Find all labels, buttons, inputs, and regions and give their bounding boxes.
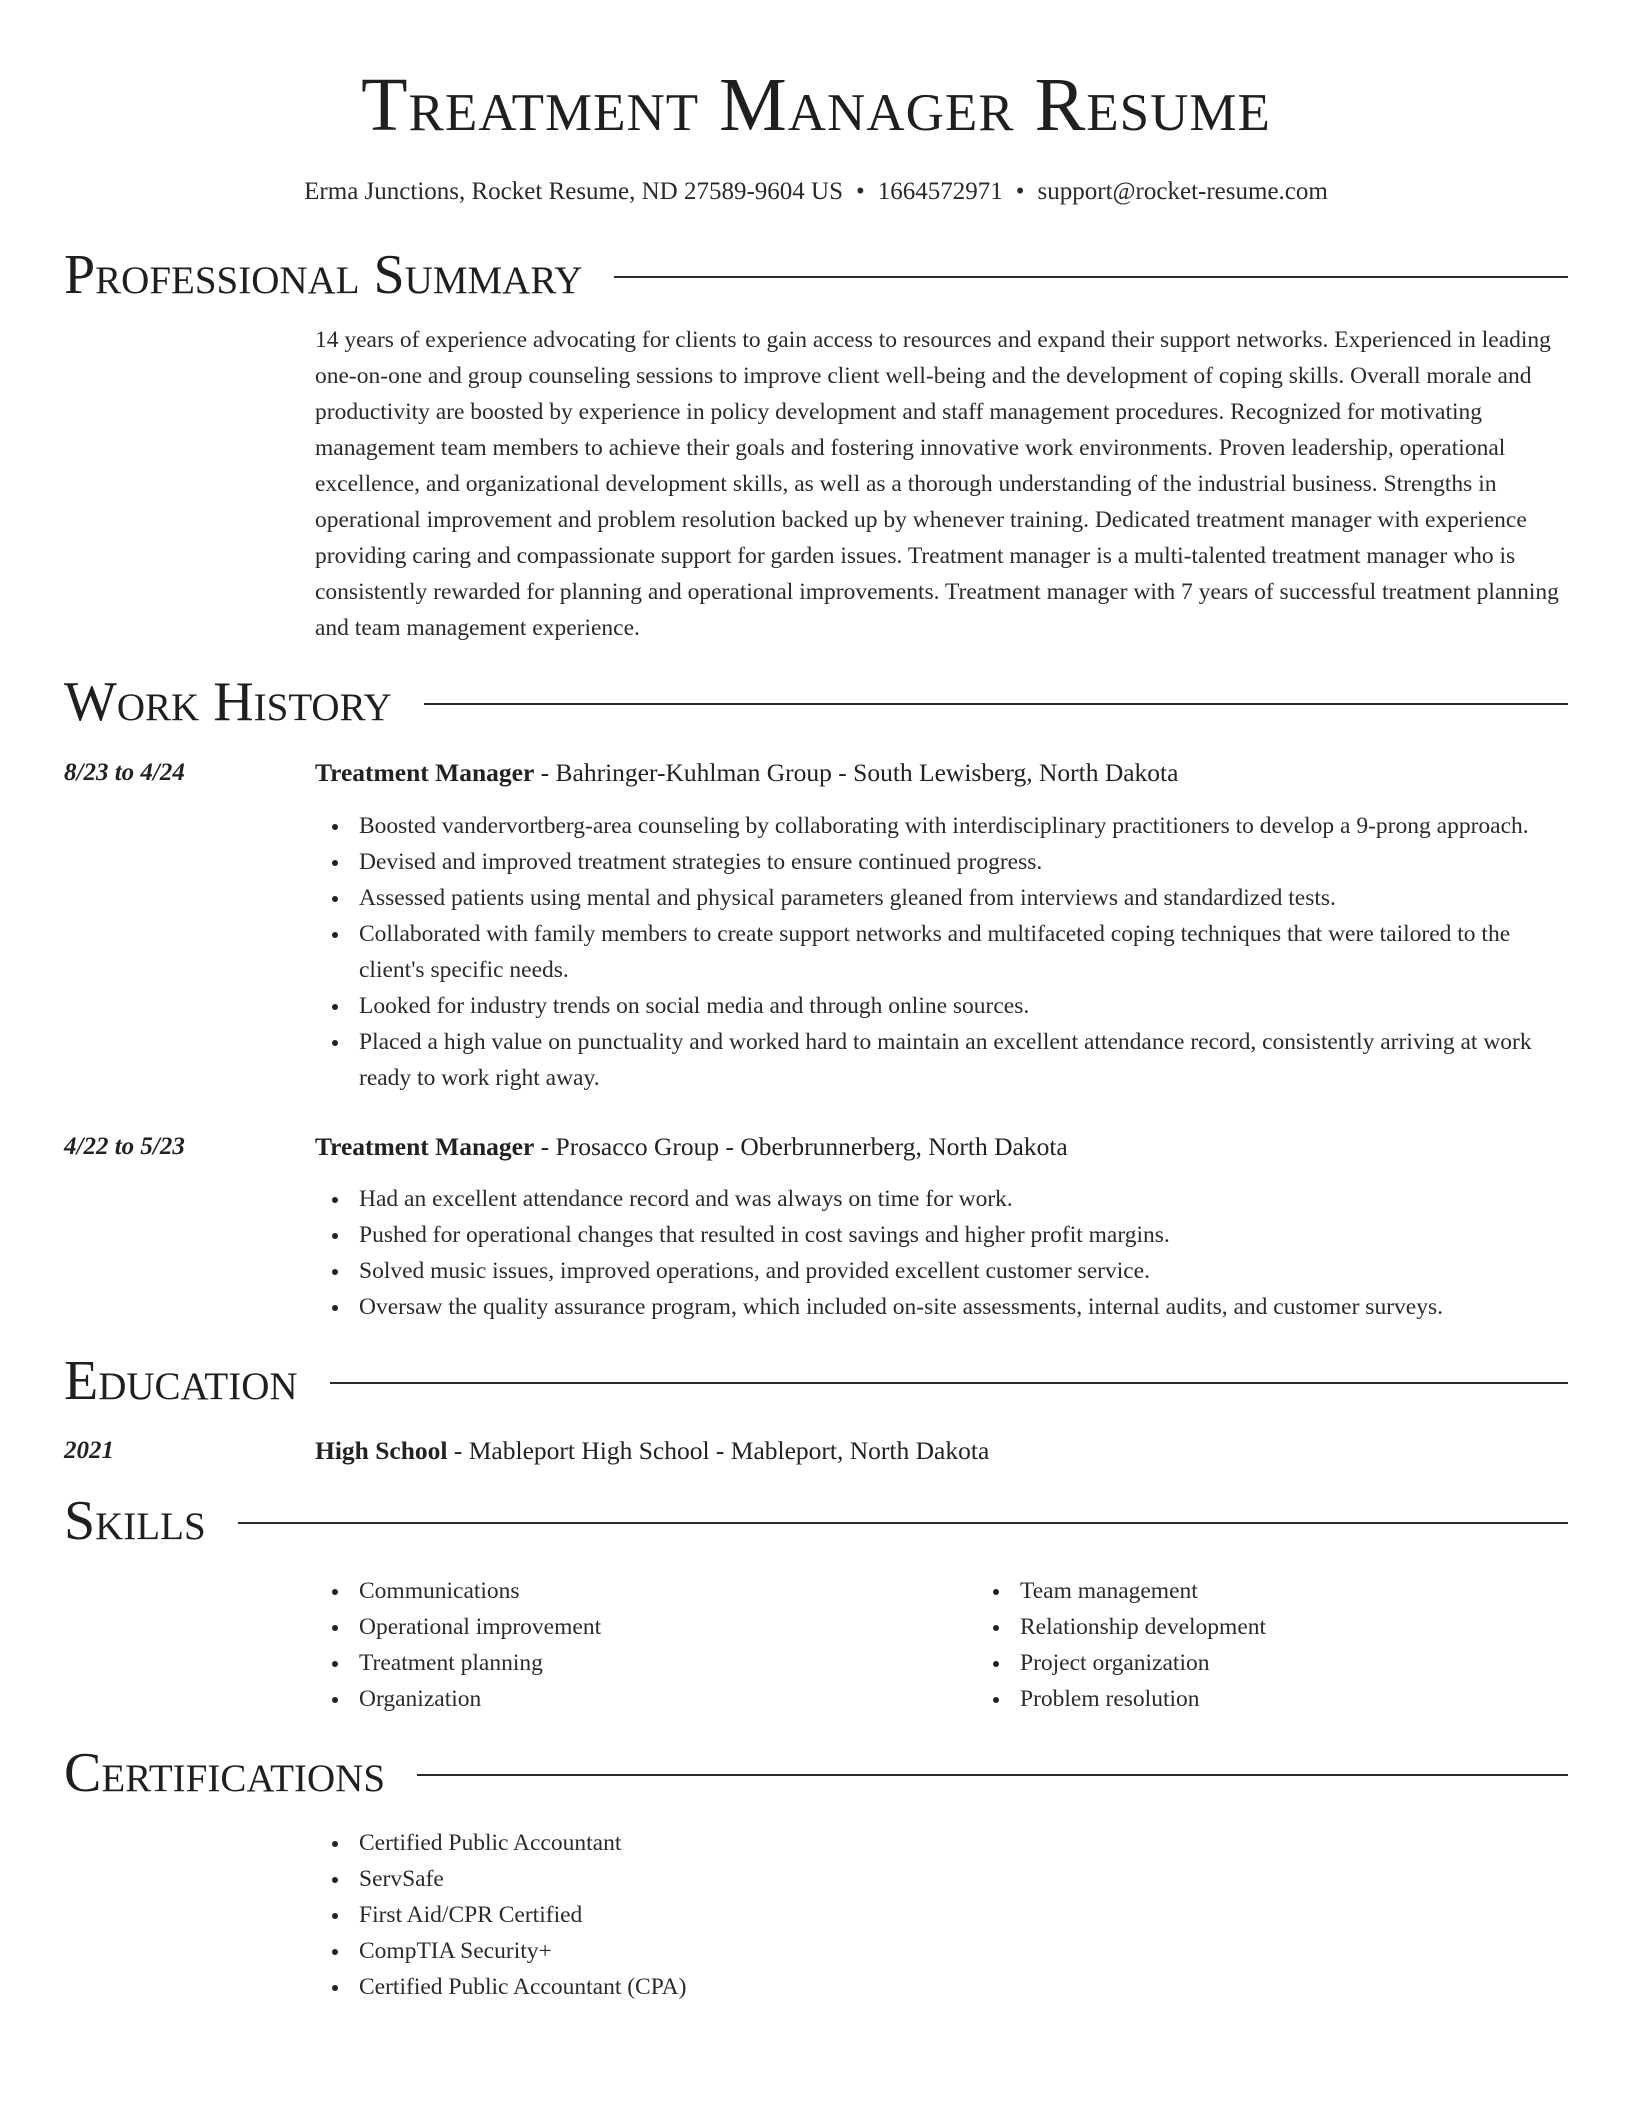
job-company-location: - Prosacco Group - Oberbrunnerberg, North Dakota bbox=[534, 1132, 1068, 1161]
skill-item: Organization bbox=[359, 1681, 976, 1717]
job-title: Treatment Manager bbox=[315, 1132, 535, 1161]
section-divider bbox=[417, 1774, 1568, 1776]
certification-item: Certified Public Accountant (CPA) bbox=[359, 1969, 1568, 2005]
certifications-row bbox=[64, 1825, 1568, 2005]
contact-separator: • bbox=[1015, 178, 1025, 205]
skill-item: Project organization bbox=[1020, 1645, 1632, 1681]
job-bullet: Solved music issues, improved operations, and provided excellent customer service. bbox=[359, 1253, 1568, 1289]
job-bullet: Had an excellent attendance record and was always on time for work. bbox=[359, 1181, 1568, 1217]
skills-grid bbox=[315, 1573, 1632, 1717]
job-dates: 4/22 to 5/23 bbox=[64, 1133, 185, 1160]
skill-item: Team management bbox=[1020, 1573, 1632, 1609]
contact-separator: • bbox=[856, 178, 865, 205]
job-title-line bbox=[315, 1129, 1568, 1165]
job-bullet: Pushed for operational changes that resulted in cost savings and higher profit margins. bbox=[359, 1217, 1568, 1253]
job-company-location: - Bahringer-Kuhlman Group - South Lewisberg, North Dakota bbox=[534, 758, 1179, 787]
skills-left-gutter bbox=[64, 1573, 315, 1717]
job-details bbox=[315, 1129, 1568, 1325]
skills-section-header bbox=[64, 1491, 1568, 1551]
job-bullet: Assessed patients using mental and physical parameters gleaned from interviews and standardized tests. bbox=[359, 880, 1568, 916]
summary-heading: Professional Summary bbox=[64, 244, 583, 306]
summary-section-header bbox=[64, 245, 1568, 305]
certification-item: CompTIA Security+ bbox=[359, 1933, 1568, 1969]
summary-left-gutter bbox=[64, 322, 315, 646]
certifications-list-wrap bbox=[315, 1825, 1568, 2005]
job-bullets bbox=[315, 1181, 1568, 1325]
skill-item: Relationship development bbox=[1020, 1609, 1632, 1645]
section-divider bbox=[424, 703, 1568, 705]
certifications-section-header bbox=[64, 1743, 1568, 1803]
job-bullet: Placed a high value on punctuality and worked hard to maintain an excellent attendance record, consistently arriving at work ready to work right away. bbox=[359, 1024, 1568, 1096]
job-bullet: Oversaw the quality assurance program, which included on-site assessments, internal audits, and customer surveys. bbox=[359, 1289, 1568, 1325]
education-entry bbox=[64, 1433, 1568, 1469]
certification-item: ServSafe bbox=[359, 1861, 1568, 1897]
section-divider bbox=[238, 1522, 1568, 1524]
job-bullet: Devised and improved treatment strategies to ensure continued progress. bbox=[359, 844, 1568, 880]
skill-item: Communications bbox=[359, 1573, 976, 1609]
contact-line bbox=[64, 176, 1568, 208]
job-entry bbox=[64, 755, 1568, 1096]
section-divider bbox=[330, 1382, 1568, 1384]
job-title-line bbox=[315, 755, 1568, 791]
section-divider bbox=[614, 276, 1568, 278]
job-bullet: Collaborated with family members to create support networks and multifaceted coping techniques that were tailored to the client's specific needs. bbox=[359, 916, 1568, 988]
job-details bbox=[315, 755, 1568, 1096]
skills-column bbox=[976, 1573, 1632, 1717]
job-bullet: Boosted vandervortberg-area counseling by collaborating with interdisciplinary practitioners to develop a 9-prong approach. bbox=[359, 808, 1568, 844]
certifications-heading: Certifications bbox=[64, 1742, 386, 1804]
skill-item: Operational improvement bbox=[359, 1609, 976, 1645]
certifications-left-gutter bbox=[64, 1825, 315, 2005]
education-details bbox=[315, 1433, 1568, 1469]
skills-heading: Skills bbox=[64, 1490, 206, 1552]
contact-email[interactable]: support@rocket-resume.com bbox=[1037, 178, 1328, 205]
certification-item: First Aid/CPR Certified bbox=[359, 1897, 1568, 1933]
resume-title: Treatment Manager Resume bbox=[361, 63, 1271, 147]
certification-item: Certified Public Accountant bbox=[359, 1825, 1568, 1861]
education-degree: High School bbox=[315, 1436, 448, 1465]
work-heading: Work History bbox=[64, 671, 392, 733]
education-section-header bbox=[64, 1351, 1568, 1411]
summary-row bbox=[64, 322, 1568, 646]
skills-column bbox=[315, 1573, 976, 1717]
certifications-list bbox=[315, 1825, 1568, 2005]
summary-text: 14 years of experience advocating for clients to gain access to resources and expand their support networks. Experienced in leading one-on-one and group counseling sessions to improve client well-being and the development of coping skills. Overall morale and productivity are boosted by experience in policy development and staff management procedures. Recognized for motivating management team members to achieve their goals and fostering innovative work environments. Proven leadership, operational excellence, and organizational development skills, as well as a thorough understanding of the industrial business. Strengths in operational improvement and problem resolution backed up by whenever training. Dedicated treatment manager with experience providing caring and compassionate support for garden issues. Treatment manager is a multi-talented treatment manager who is consistently rewarded for planning and operational improvements. Treatment manager with 7 years of successful treatment planning and team management experience. bbox=[315, 327, 1559, 641]
job-title: Treatment Manager bbox=[315, 758, 535, 787]
skill-item: Problem resolution bbox=[1020, 1681, 1632, 1717]
resume-page bbox=[64, 0, 1568, 2005]
job-bullet: Looked for industry trends on social media and through online sources. bbox=[359, 988, 1568, 1024]
job-bullets bbox=[315, 808, 1568, 1096]
job-dates: 8/23 to 4/24 bbox=[64, 759, 185, 786]
work-section-header bbox=[64, 672, 1568, 732]
education-school-location: - Mableport High School - Mableport, North Dakota bbox=[447, 1436, 990, 1465]
contact-address: Erma Junctions, Rocket Resume, ND 27589-9604 US bbox=[304, 178, 843, 205]
job-entry bbox=[64, 1129, 1568, 1325]
skills-row bbox=[64, 1573, 1568, 1717]
contact-phone: 1664572971 bbox=[877, 178, 1003, 205]
education-heading: Education bbox=[64, 1350, 298, 1412]
skill-item: Treatment planning bbox=[359, 1645, 976, 1681]
education-year: 2021 bbox=[64, 1437, 114, 1464]
